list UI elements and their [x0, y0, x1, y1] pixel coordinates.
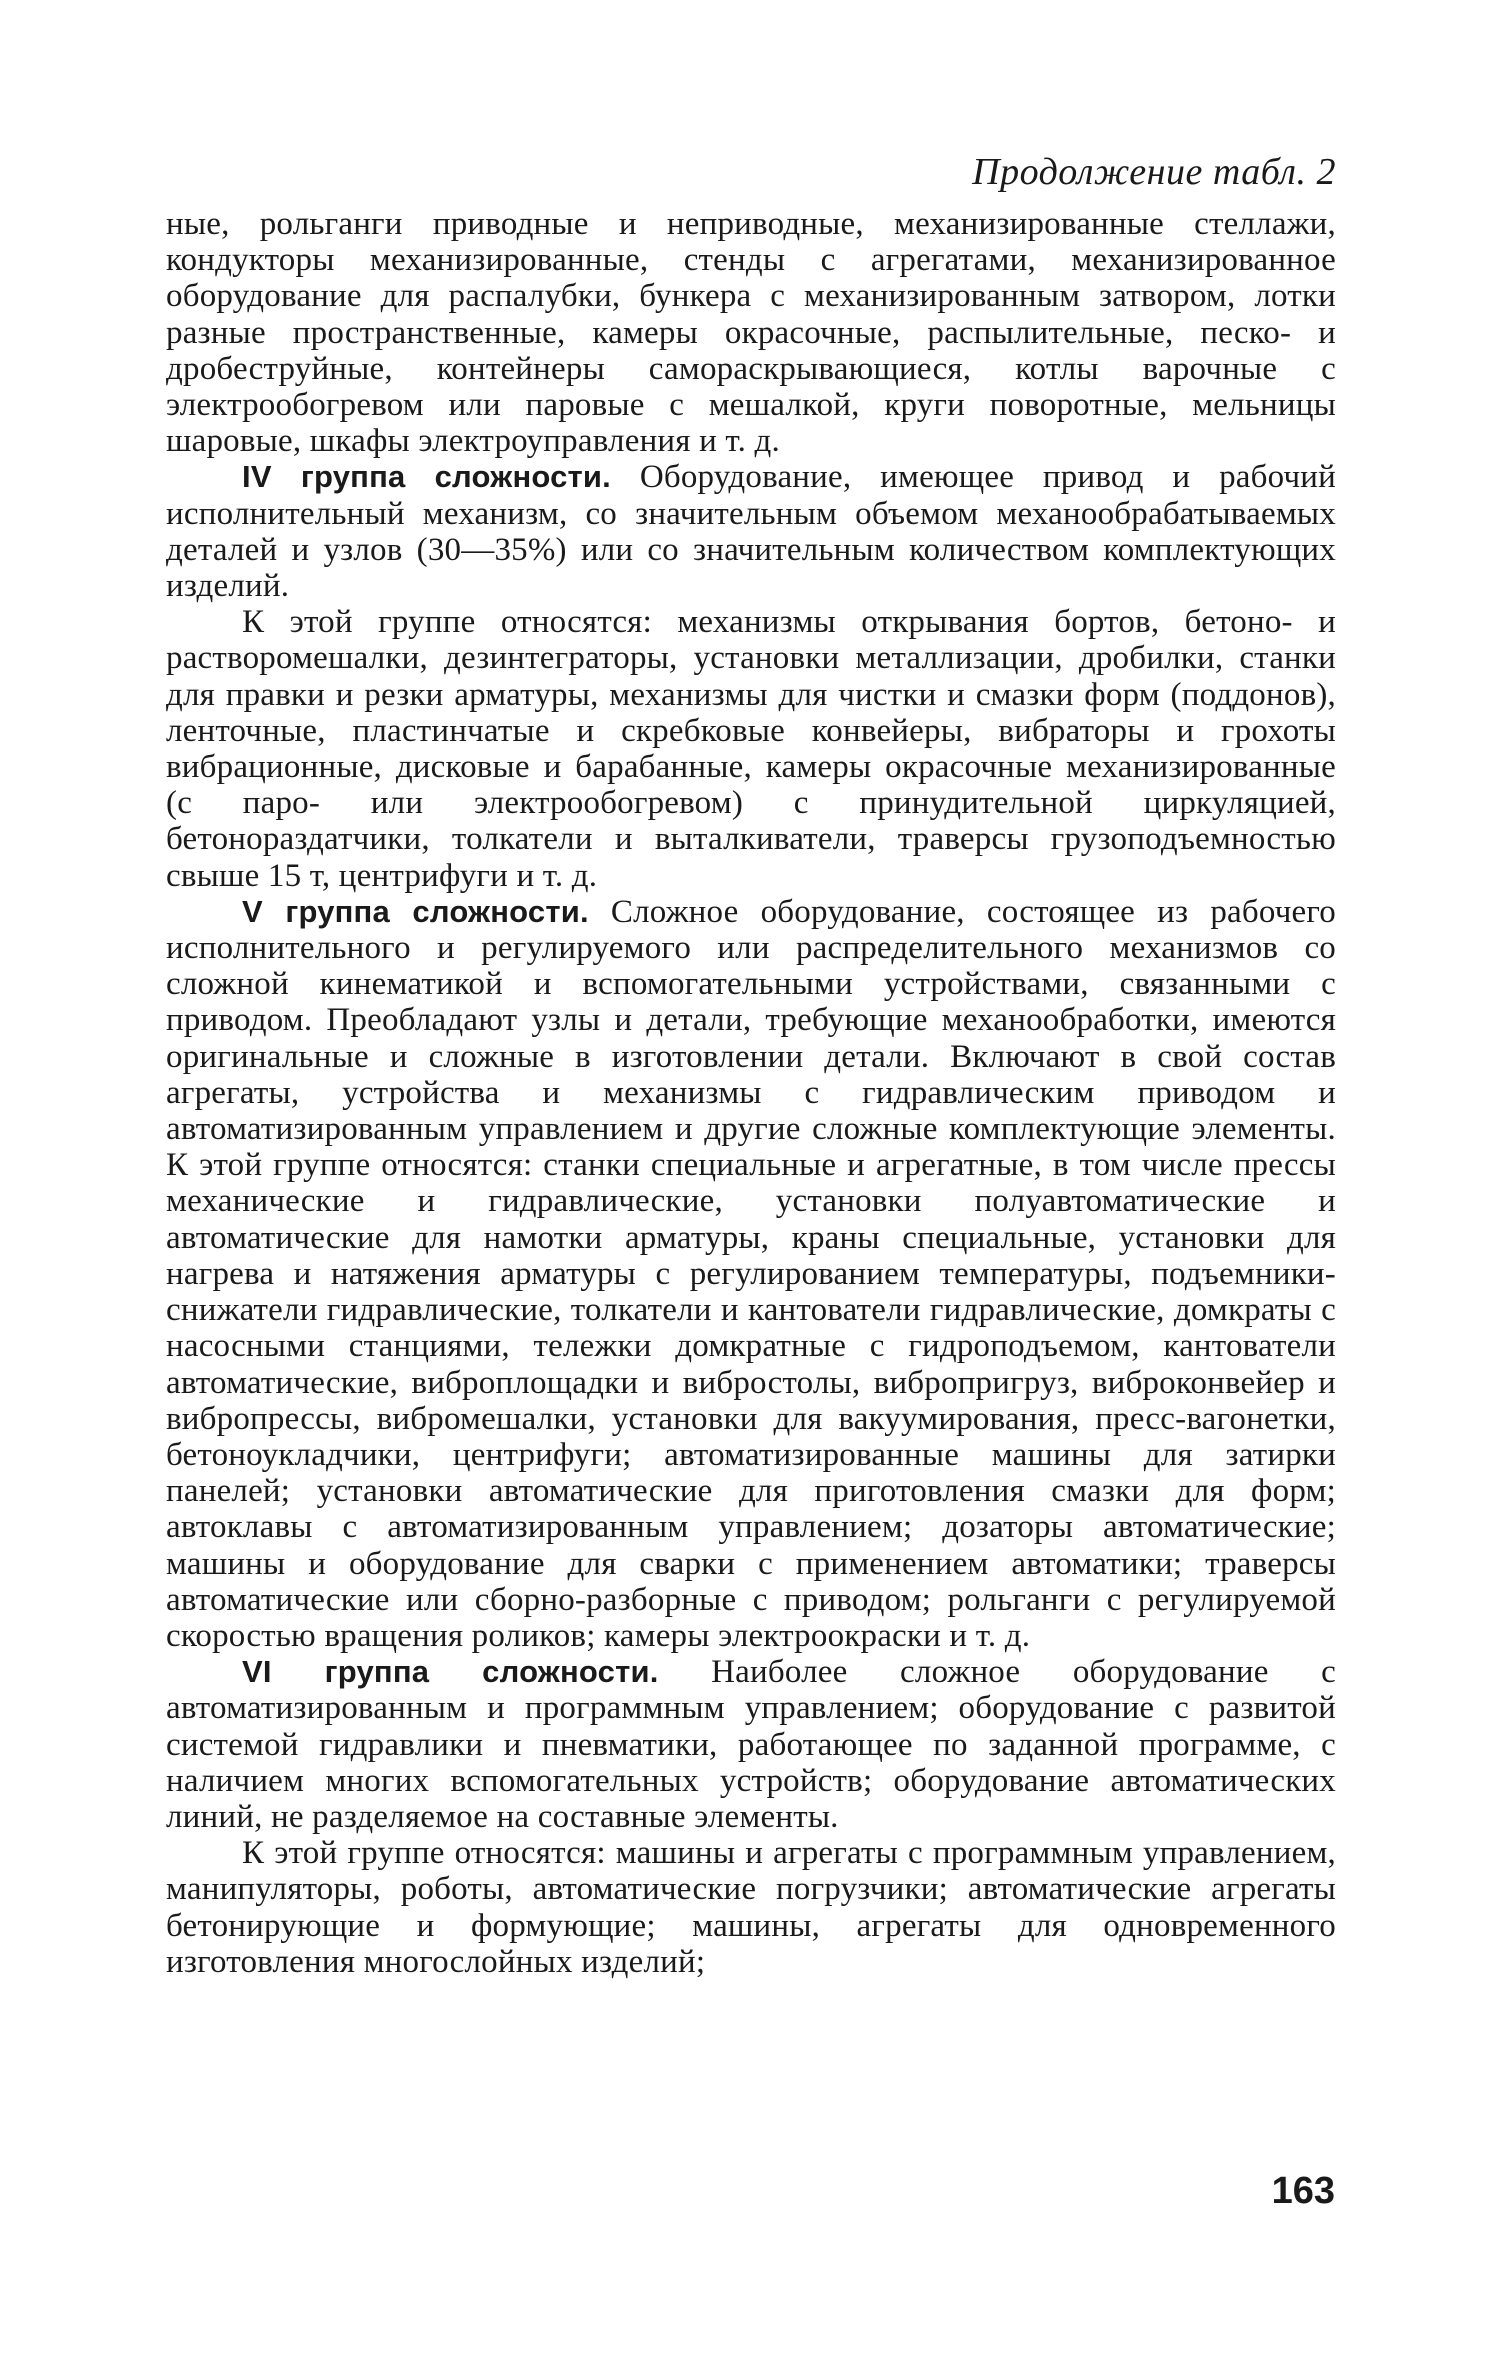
paragraph-group-v: [166, 894, 1336, 1654]
paragraph-group-iv-list: [166, 604, 1336, 894]
paragraph-continuation: [166, 206, 1336, 459]
paragraph-text: К этой группе относятся: механизмы открывания бортов, бетоно- и растворомешалки, дезинтеграторы, установки металлизации, дробилки, станки для правки и резки арматуры, механизмы для чистки и смазки форм (поддонов), ленточные, пластинчатые и скребковые конвейеры, вибраторы и грохоты вибрационные, дисковые и барабанные, камеры окрасочные механизированные (с паро- или электрообогревом) с принудительной циркуляцией, бетонораздатчики, толкатели и выталкиватели, траверсы грузоподъемностью свыше 15 т, центрифуги и т. д.: [166, 604, 1336, 894]
paragraph-group-iv: [166, 459, 1336, 604]
running-head: Продолжение табл. 2: [972, 151, 1336, 193]
group-heading-v: V группа сложности.: [242, 893, 589, 929]
paragraph-text: Наиболее сложное оборудование с автоматизированным и программным управлением; оборудование с развитой системой гидравлики и пневматики, работающее по заданной программе, с наличием многих вспомогательных устройств; оборудование автоматических линий, не разделяемое на составные элементы.: [166, 1654, 1336, 1835]
paragraph-group-vi-list: [166, 1835, 1336, 1980]
paragraph-text: Оборудование, имеющее привод и рабочий исполнительный механизм, со значительным объемом механообрабатываемых деталей и узлов (30—35%) или со значительным количеством комплектующих изделий.: [166, 459, 1337, 605]
page-number: 163: [1271, 2170, 1335, 2212]
paragraph-text: Сложное оборудование, состоящее из рабочего исполнительного и регулируемого или распределительного механизмов со сложной кинематикой и вспомогательными устройствами, связанными с приводом. Преобладают узлы и детали, требующие механообработки, имеются оригинальные и сложные в изготовлении детали. Включают в свой состав агрегаты, устройства и механизмы с гидравлическим приводом и автоматизированным управлением и другие сложные комплектующие элементы. К этой группе относятся: станки специальные и агрегатные, в том числе прессы механические и гидравлические, установки полуавтоматические и автоматические для намотки арматуры, краны специальные, установки для нагрева и натяжения арматуры с регулированием температуры, подъемники-снижатели гидравлические, толкатели и кантователи гидравлические, домкраты с насосными станциями, тележки домкратные с гидроподъемом, кантователи автоматические, виброплощадки и вибростолы, вибропригруз, виброконвейер и вибропрессы, вибромешалки, установки для вакуумирования, пресс-вагонетки, бетоноукладчики, центрифуги; автоматизированные машины для затирки панелей; установки автоматические для приготовления смазки для форм; автоклавы с автоматизированным управлением; дозаторы автоматические; машины и оборудование для сварки с применением автоматики; траверсы автоматические или сборно-разборные с приводом; рольганги с регулируемой скоростью вращения роликов; камеры электроокраски и т. д.: [166, 893, 1336, 1654]
document-page: [166, 150, 1336, 1980]
group-heading-vi: VI группа сложности.: [242, 1654, 659, 1690]
paragraph-text: ные, рольганги приводные и неприводные, механизированные стеллажи, кондукторы механизированные, стенды с агрегатами, механизированное оборудование для распалубки, бункера с механизированным затвором, лотки разные пространственные, камеры окрасочные, распылительные, песко- и дробеструйные, контейнеры самораскрывающиеся, котлы варочные с электрообогревом или паровые с мешалкой, круги поворотные, мельницы шаровые, шкафы электроуправления и т. д.: [166, 206, 1336, 460]
paragraph-text: К этой группе относятся: машины и агрегаты с программным управлением, манипуляторы, роботы, автоматические погрузчики; автоматические агрегаты бетонирующие и формующие; машины, агрегаты для одновременного изготовления многослойных изделий;: [166, 1835, 1336, 1980]
group-heading-iv: IV группа сложности.: [242, 459, 611, 495]
paragraph-group-vi: [166, 1654, 1336, 1835]
